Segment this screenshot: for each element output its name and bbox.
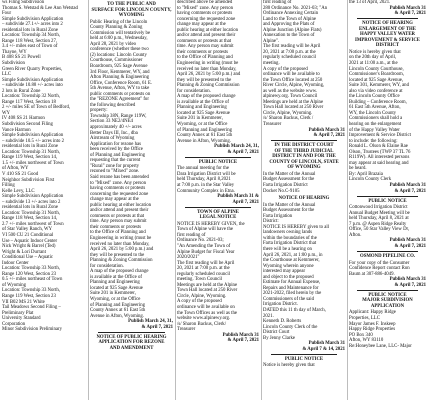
notice-paragraph: first reading of 280 Ordinance No. 2021-03; "An Ordinance Annexing Certain Land to the Town of Alpine and Approving the Plats of Alpine Junction (Alpine Flats) Annexation to the Town of Alpine". The first reading will be April 20, 2021 at 7:00 p.m. at the regularly scheduled council meeting. A copy of the proposed ordinance will be available to the Town Office located at 250 River Circle, Alpine, Wyoming, as well as the website www. alpinewy.org. Town Council Meetings are held at the Alpine Town Hall located at 250 River Circle, Alpine, Wyoming. /s/ Sharon Backus, Clerk / Treasurer	[263, 0, 328, 128]
column-3	[177, 0, 259, 400]
column-divider	[261, 0, 262, 400]
notice-paragraph: A map of the proposed change is available at the Office of Planning and Engineering located at 925 Sage Avenue Suite 201 in Kemmerer, Wyoming, or at the Office of Planning and Engineering County Annex at 61 East 5th Avenue in Afton, Wyoming.	[90, 269, 149, 319]
notice-paragraph: described above be amended to "Mixed" zone. Any person having comments or protests concerning the requested zone change may appear at the public hearing at either location and/or attend and present their comments or protests at that time. Any person may submit their comments or protests to the Office of Planning and Engineering in writing (must be received no later than Monday, April 26, 2021 by 5:00 p.m.) and they will be presented to the Planning & Zoning Commission for consideration.	[177, 0, 241, 94]
publish-dates: Publish March 31 & April 7, 2021	[389, 238, 426, 249]
notice-separator-rule	[98, 332, 165, 333]
notice-paragraph: The annual meeting for the Dara Irrigation District will be held Thursday, April 8,2021 at 7:00 p.m. in the Star Valley Community Complex in Etna.	[177, 166, 236, 194]
notice-heading: NOTICE OF HEARING	[278, 196, 330, 202]
notice-paragraph: V 410 SS 21 Good Neighbor Subdivision First Filling Kelle Levy, LLC Simple Subdivision Application – subdivide 13 +/- acres into 2 residential lots in Rural Zone Location: Township 31 North, Range 118 West, Section 14, 2.7 +/- miles northwest of Town of Star Valley Ranch, WY	[2, 171, 64, 233]
column-5	[349, 0, 426, 400]
notice-paragraph: In the Matter of the Annual Budget Assessment for the Farta Irrigation District Docket No.C-9105	[263, 171, 316, 194]
notice-paragraph: A map of the proposed change is available at the Office of Planning and Engineering located at 925 Sage Avenue Suite 201 in Kemmerer, Wyoming, or at the Office of Planning and Engineering County Annex at 61 East 5th Avenue in Afton, Wyoming.	[177, 94, 236, 144]
notice-paragraph: Notice is hereby given that	[263, 363, 315, 369]
notice-heading: PUBLIC NOTICE	[368, 198, 407, 204]
notice-paragraph: B 408 SS 21 Powell Subdivision Green River Quarry Properties, LLC Simple Subdivision Application – subdivide 10.88 +/- acres into 2 lots in Rural Zone Location: Township 32 North, Range 117 West, Section 18 2 +/- miles SE of Town of Bedford, WY	[2, 55, 71, 116]
notice-separator-rule	[185, 207, 251, 208]
column-2	[90, 0, 173, 400]
notice-heading: NOTICE OF HEARING ENLARGEMENT OF THE HAPPY VALLEY WATER IMPROVEMENT & SERVICE DISTRICT	[354, 21, 421, 49]
notice-paragraph: Public Hearing of the Lincoln County Planning & Zoning Commission will tentatively be held at 6:00 p.m., Wednesday, April 28, 2021 by video conference (whether these two (2) locations: Lincoln County Courthouse, Commissioner Boardroom, 925 Sage Avenue 3rd Floor, Kemmerer, WY, and Afton Planning & Engineering Office, Conference Room, 61 E. 5th Avenue, Afton, WY to take public comments or protests on the "REZONE Agreement" for the following described property:	[90, 19, 153, 114]
notice-separator-rule	[357, 18, 418, 19]
notice-separator-rule	[357, 290, 418, 291]
publish-dates: Publish March 24, 31, & April 7, 2021	[214, 144, 259, 155]
notice-separator-rule	[271, 354, 337, 355]
notice-separator-rule	[357, 196, 418, 197]
notice-paragraph: VII B02 MS 21 White Tail Meadows Second Filing – Preliminary Plat University Standard Corporation Minor Subdivision Preliminary	[2, 299, 62, 333]
column-1	[2, 0, 86, 400]
notice-heading: PUBLIC NOTICE	[198, 159, 238, 165]
notice-paragraph: NOTICE IS HEREBY GIVEN, the Town of Alpine will have the first reading of Ordinance No. 2021-03; "An Amending the Town of Alpine Budget for Fiscal Year 2020/2021" The first reading will be April 20, 2021 at 7:00 p.m. at the regularly scheduled council meeting. Town Council Meetings are held at the Alpine Town Hall located at 250 River Circle, Alpine, Wyoming. A copy of the proposed ordinance will be available on the Town Offices as well as the website www.alpinewy.org. /s/ Sharon Backus, Clerk/ Treasurer	[177, 221, 245, 333]
notice-heading: PUBLIC NOTICE	[284, 356, 324, 362]
notice-paragraph: IV 408 SS 21 Harmon Subdivision Second Filing Vance Harmon Simple Subdivision Application – subdivide 10.5 +/- acres into 2 residential lots in Rural Zone Location: Township 31 North, Range 119 West, Section 14, 1.5 +/- miles northwest of Town of Afton, WY	[2, 116, 64, 172]
publish-dates: Publish March 31 & April 7, 2021	[389, 183, 426, 194]
column-4	[263, 0, 345, 400]
notice-paragraph: ws Filing Subdivision Thomas S. Wetstad & Lee Ann Wetstad Four Simple Subdivision Application – subdivide 27.1+/- acres into 2 residential lots in Rural Zone Location: Township 34 North, Range 118 West, Section 27, 3.4 +/- miles east of Town of Thayne, WY	[2, 0, 78, 55]
publish-dates: Publish March 31 & April 7, 2021	[217, 194, 259, 205]
notice-paragraph: the 13 of April, 2021.	[349, 0, 391, 5]
notice-paragraph: VI 500 CU 21 Conditional Use – Aquatic Indoor Center Nick Wright & Barrel (Ted) Wright & Lori Durrant Conditional Use – Aquatic Indoor Center Location: Township 33 North, Range 120 West, Section 23 0.5 +/- miles northeast of Town of Wyoming Location: Township 33 North, Range 119 West, Section 23	[2, 232, 63, 299]
publish-dates: Publish March 31 & April 7, 2021	[222, 332, 259, 344]
notice-heading: NOTICE OF PUBLIC HEARING APPLICATION FOR REZONE AND AMENDMENT	[96, 334, 167, 351]
notice-paragraph: Application for rezone has been received by the Office of Planning and Engineering requesting that the current "Rural" zone for property rezoned to "Mixed" zone. Said rezone has been amended to "Mixed" zone. Any person having comments or protests concerning the requested zone change may appear at the public hearing at either location and/or attend and present their comments or protests at that time. Any person may submit their comments or protests to the Office of Planning and Engineering in writing (must be received no later than Monday, April 26, 2021 by 5:00 p.m.) and they will be presented to the Planning & Zoning Commission for consideration.	[90, 141, 154, 269]
column-divider	[347, 0, 348, 400]
notice-heading: TO THE PUBLIC AND SURFACE FOR LINCOLN COUNTY, WYOMING	[91, 2, 172, 19]
notice-paragraph: Notice is hereby given that on the 20th day of April, 2021 at 11:00 a.m., at the Lincoln County Courthouse, Commissioner's Boardroom, located at 925 Sage Avenue, Suite 301, Kemmerer, WY, and also via video conference at the Lincoln County Office Building – Conference Room, 61 East 5th Avenue, Afton, WY, the Lincoln County Commissioners shall hold a hearing on the enlargement of the Happy Valley Water Improvement & Service District to include: the following: Ronald L. Olson & Elaine Rae Olson, Trustees (TWP 37 TL 76 R119W). All interested persons may appear at said hearing and be heard. By: April Brazaia Lincoln County Clerk	[349, 49, 411, 183]
notice-paragraph: Applicant: Happy Ridge Properties, LLC Mayor James F. Inskeep Happy Ridge Properties PO Box 340 Afton, WY 83110 Re:Honeybee Lane, LLC- Major	[349, 310, 412, 349]
notice-paragraph: Township 38N, Range 119W, Section 33 NE2/4NE4 approximately 40 +/- acres Better Days III, Inc., dba Airstream of Wyoming	[90, 113, 147, 142]
publish-dates: Publish March 31 & April 7, 2021	[389, 277, 426, 288]
notice-heading: PUBLIC NOTICE MAJOR SUBDIVISION APPLICATION	[362, 292, 413, 309]
notice-heading: TOWN OF ALPINE LEGAL NOTICE	[197, 209, 239, 221]
column-divider	[175, 0, 176, 400]
notice-heading: IN THE DISTRICT COURT OF THE THIRD JUDICIAL DISTRICT IN AND FOR THE COUNTY OF LINCOLN, STATE OF WYOMING	[269, 143, 339, 171]
column-divider	[88, 0, 89, 400]
notice-paragraph: Cottonwood Irrigation District Annual Budget Meeting will be held Thursday, April 8, 2021 at 7 p.m. @ Aspen Ridge Realty Office, 50 Star Valley View Dr, Afton.	[349, 205, 410, 238]
publish-dates: Publish March 31 & April 7, 2021	[389, 5, 426, 17]
publish-dates: Publish March 31 & April 7, 2021	[308, 127, 345, 139]
notice-paragraph: For your copy of the Consumer Confidence Report contact Ron Baum at 307-886-4049.	[349, 260, 410, 277]
publish-dates: Publish March 31 & April 7 & 14, 2021	[302, 341, 345, 352]
notice-paragraph: In the Matter of the Annual Budget Assessment for the Farta Irrigation District: NOTICE IS HEREBY given to all landowners owning lands within the boundaries of the Farta Irrigation District that there will be a hearing on April 26, 2021, at 1:00 p.m., in the Courthouse at Kemmerer, Wyoming wherein anyone interested may appear and object to the proposed Estimate for Annual Expense, Repairs and Maintenance for 2021-2022, filed herein by the Commissioners of the said Irrigation District. DATED this 11 th day of March, 2021. Kenneth D. Roberts Lincoln County Clerk of the District Court By Jenny Clarke	[263, 202, 330, 341]
notice-separator-rule	[185, 157, 251, 158]
notice-heading: OSMOND PIPELINE CO.	[359, 254, 416, 260]
publish-dates: Publish March 24, 31, & April 7, 2021	[128, 319, 173, 330]
notice-separator-rule	[357, 251, 418, 252]
notice-separator-rule	[271, 140, 337, 141]
